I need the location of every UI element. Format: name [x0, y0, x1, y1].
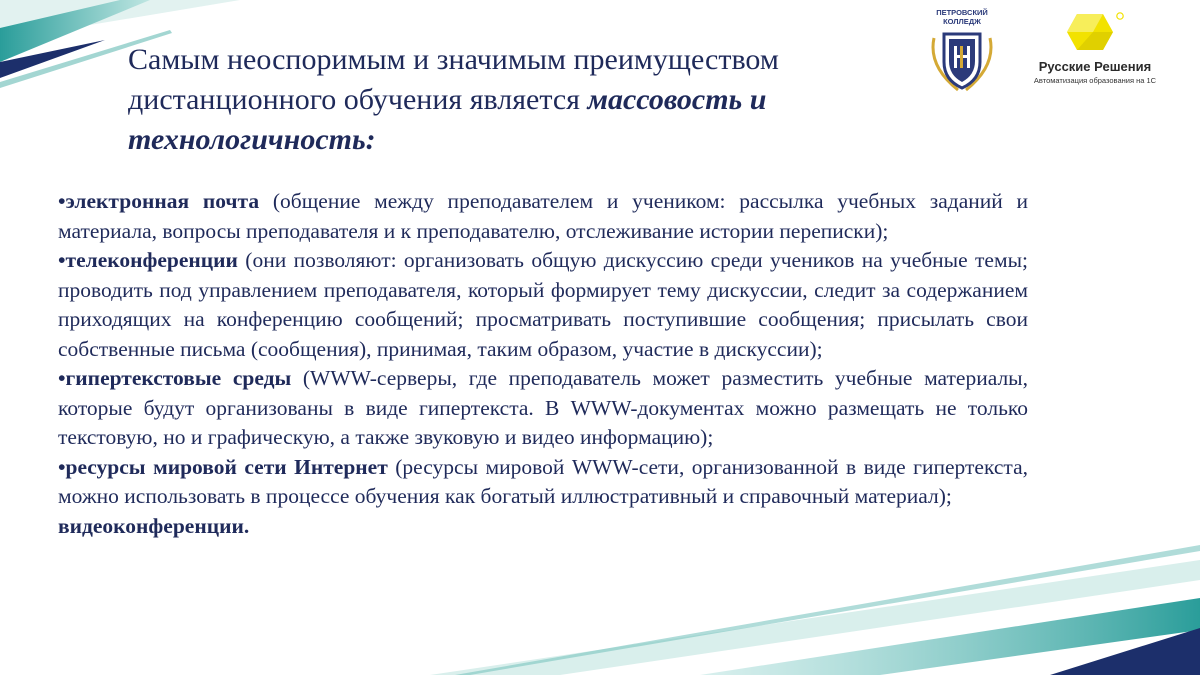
college-crest-icon: [928, 28, 996, 94]
list-item-hypertext: [58, 364, 1028, 453]
list-item-videoconference: [58, 512, 1028, 542]
slide-title-emphasis: массовость и технологичность:: [128, 83, 767, 156]
list-item-text: (они позволяют: организовать общую дискуссию среди учеников на учебные темы; проводить под управлением преподавателя, который формирует тему дискуссии, следит за содержанием приходящих на конференцию сообщений; просматривать поступившие сообщения; присылать свои собственные письма (сообщения), принимая, таким образом, участие в дискуссии);: [58, 248, 1028, 361]
college-logo-bottom-text: КОЛЛЕДЖ: [943, 17, 981, 26]
rs-brand-name: Русские Решения: [1038, 59, 1152, 74]
rs-tagline: Автоматизация образования на 1С: [1033, 76, 1157, 85]
college-logo-top-text: ПЕТРОВСКИЙ: [936, 8, 988, 17]
list-item-text: (WWW-серверы, где преподаватель может разместить учебные материалы, которые будут организованы в виде гипертекста. В WWW-документах можно размещать не только текстовую, но и графическую, а также звуковую и видео информацию);: [58, 366, 1028, 449]
slide-body: [58, 187, 1028, 541]
list-item-text: (общение между преподавателем и учеником: рассылка учебных заданий и материала, вопросы преподавателя и к преподавателю, отслеживание истории переписки);: [58, 189, 1028, 243]
list-item-term: •электронная почта: [58, 189, 260, 213]
yellow-cube-icon: [1063, 10, 1127, 58]
russkie-resheniya-logo: [1015, 10, 1175, 85]
list-item-internet-resources: [58, 453, 1028, 512]
slide-title-plain: Самым неоспоримым и значимым преимуществом дистанционного обучения является: [128, 43, 779, 116]
list-item-term: •гипертекстовые среды: [58, 366, 292, 390]
list-item-term: •телеконференции: [58, 248, 238, 272]
list-item-term: •ресурсы мировой сети Интернет: [58, 454, 388, 479]
list-item-email: [58, 187, 1028, 246]
list-item-term: видеоконференции.: [58, 513, 250, 538]
college-logo: [922, 8, 1002, 98]
list-item-teleconference: [58, 246, 1028, 364]
list-item-text: (ресурсы мировой WWW-сети, организованной в виде гипертекста, можно использовать в процессе обучения как богатый иллюстративный и справочный материал);: [58, 454, 1028, 508]
slide-title: [128, 40, 918, 160]
